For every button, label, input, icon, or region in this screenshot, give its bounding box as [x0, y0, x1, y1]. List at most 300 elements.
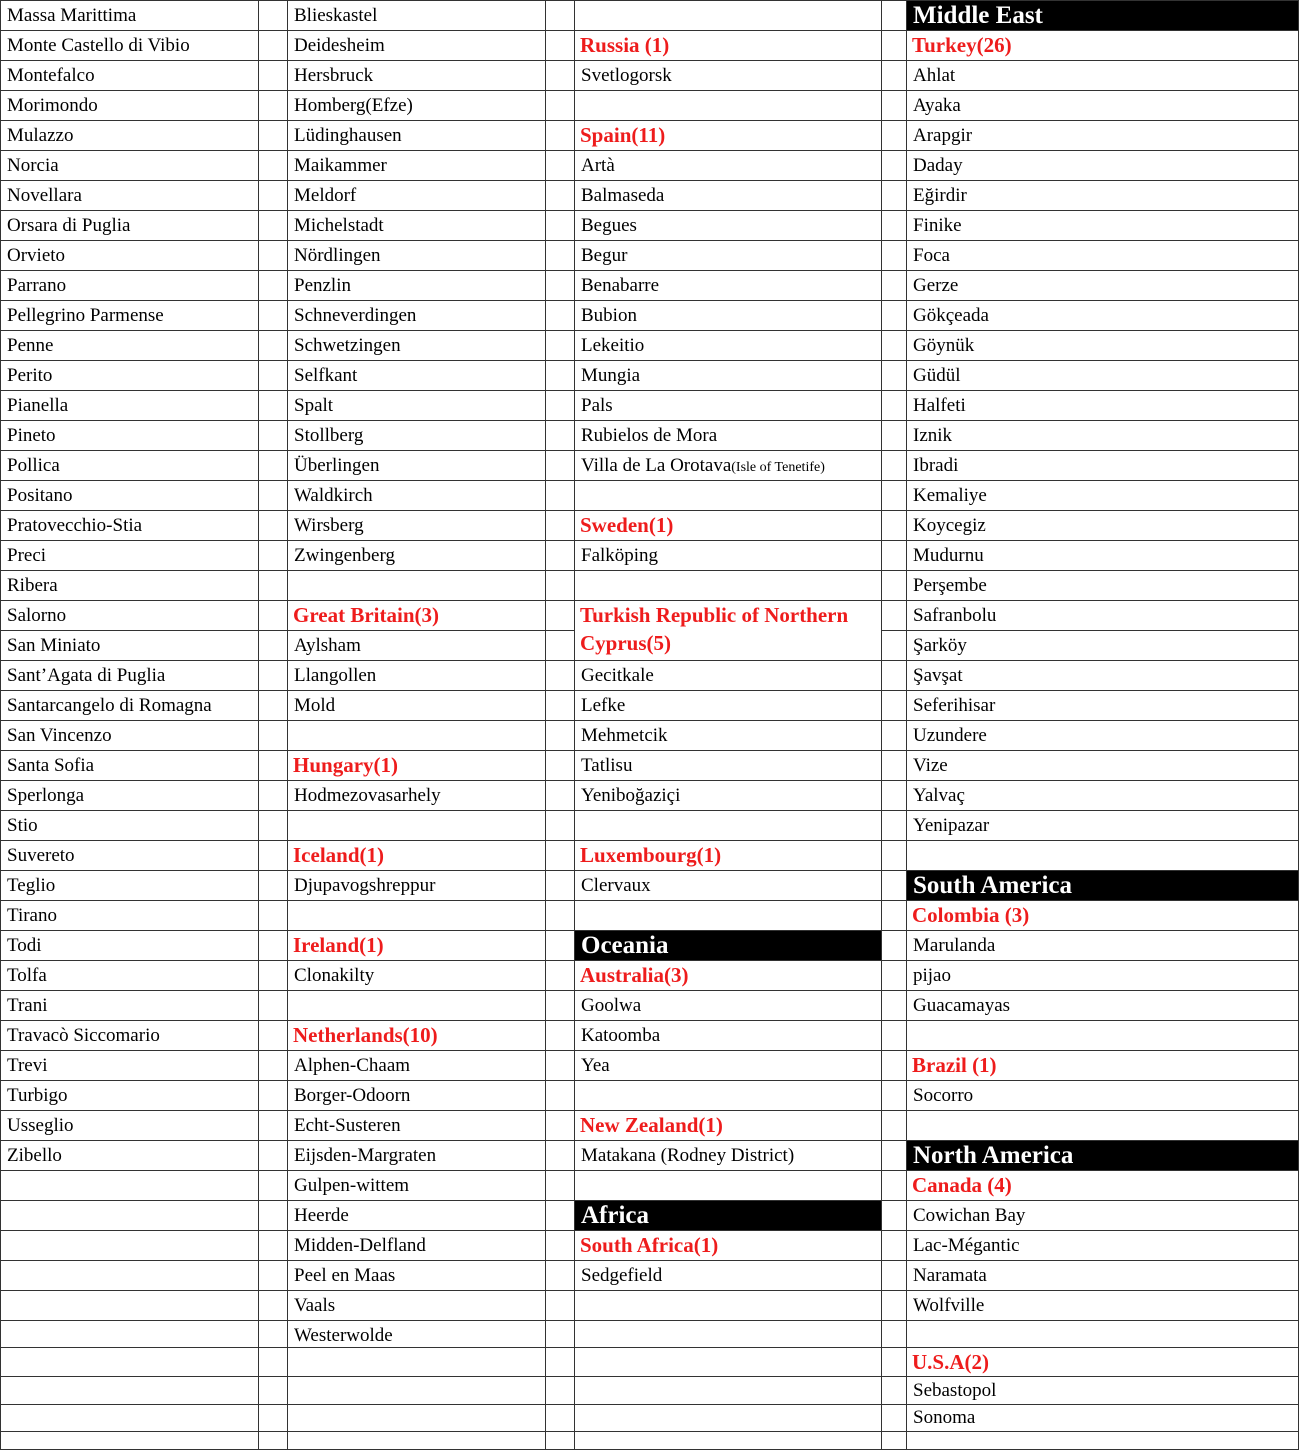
place-name-label: Vize: [913, 755, 948, 776]
place-name-mehmetcik: [575, 721, 881, 750]
place-name-label: Waldkirch: [294, 485, 373, 506]
row-divider: [0, 1320, 1299, 1321]
place-name-label: Sant’Agata di Puglia: [7, 665, 166, 686]
place-name-label: Begur: [581, 245, 628, 266]
place-name-pratovecchio-stia: [1, 511, 258, 540]
place-name-label: Hodmezovasarhely: [294, 785, 441, 806]
place-name-label: Teglio: [7, 875, 56, 896]
country-heading-label: South Africa(1): [580, 1233, 719, 1257]
country-heading-label: New Zealand(1): [580, 1113, 723, 1137]
place-name-label: Mungia: [581, 365, 641, 386]
place-name-tirano: [1, 901, 258, 930]
place-name-meldorf: [288, 181, 545, 210]
place-name-marulanda: [907, 931, 1298, 960]
place-name-tatlisu: [575, 751, 881, 780]
place-name-label: Wirsberg: [294, 515, 364, 536]
place-name-label: Suvereto: [7, 845, 75, 866]
place-name-label: Gulpen-wittem: [294, 1175, 410, 1196]
place-name-todi: [1, 931, 258, 960]
place-name-label: Mudurnu: [913, 545, 984, 566]
place-name-label: Michelstadt: [294, 215, 384, 236]
place-name-label: Turbigo: [7, 1085, 68, 1106]
place-name-label: Goolwa: [581, 995, 642, 1016]
place-name-label: Trevi: [7, 1055, 48, 1076]
place-name-label: Positano: [7, 485, 73, 506]
place-name-lekeitio: [575, 331, 881, 360]
place-name-label: Ahlat: [913, 65, 956, 86]
place-name-djupavogshreppur: [288, 871, 545, 900]
place-name-label: Zwingenberg: [294, 545, 395, 566]
place-name-label: Safranbolu: [913, 605, 997, 626]
place-name-label: Arapgir: [913, 125, 973, 146]
place-name-finike: [907, 211, 1298, 240]
place-name-label: Halfeti: [913, 395, 966, 416]
place-name-label: Eijsden-Margraten: [294, 1145, 437, 1166]
place-name-monte-castello-di-vibio: [1, 31, 258, 60]
place-name-villa-de-la-orotava: [575, 451, 881, 480]
place-name-label: Wolfville: [913, 1295, 985, 1316]
place-name-mudurnu: [907, 541, 1298, 570]
place-name-penne: [1, 331, 258, 360]
place-name-persembe: [907, 571, 1298, 600]
place-name-gulpen-wittem: [288, 1171, 545, 1200]
place-name-selfkant: [288, 361, 545, 390]
place-name-label: Falköping: [581, 545, 659, 566]
place-name-label: Echt-Susteren: [294, 1115, 401, 1136]
place-name-label: Santa Sofia: [7, 755, 95, 776]
place-name-westerwolde: [288, 1321, 545, 1347]
place-name-label: Zibello: [7, 1145, 62, 1166]
place-name-label: Rubielos de Mora: [581, 425, 718, 446]
place-name-deidesheim: [288, 31, 545, 60]
place-name-label: Gecitkale: [581, 665, 654, 686]
place-name-ahlat: [907, 61, 1298, 90]
place-name-waldkirch: [288, 481, 545, 510]
place-name-arapgir: [907, 121, 1298, 150]
country-heading-spain-11: [575, 121, 881, 150]
place-name-socorro: [907, 1081, 1298, 1110]
place-name-label: Bubion: [581, 305, 637, 326]
place-name-label: Schwetzingen: [294, 335, 401, 356]
place-name-label: Djupavogshreppur: [294, 875, 436, 896]
place-name-naramata: [907, 1261, 1298, 1290]
place-name-gerze: [907, 271, 1298, 300]
place-name-label: Mehmetcik: [581, 725, 668, 746]
place-name-label: Novellara: [7, 185, 82, 206]
place-name-label: Finike: [913, 215, 962, 236]
place-name-begues: [575, 211, 881, 240]
place-name-label: Ayaka: [913, 95, 961, 116]
place-name-label: Pellegrino Parmense: [7, 305, 164, 326]
place-name-label: Morimondo: [7, 95, 98, 116]
place-name-label: Norcia: [7, 155, 59, 176]
place-name-clonakilty: [288, 961, 545, 990]
place-name-label: Villa de La Orotava: [581, 455, 732, 476]
place-name-pollica: [1, 451, 258, 480]
place-name-svetlogorsk: [575, 61, 881, 90]
country-heading-colombia-3: [907, 901, 1298, 930]
place-name-label: Lekeitio: [581, 335, 645, 356]
place-name-trani: [1, 991, 258, 1020]
place-name-label: Mold: [294, 695, 336, 716]
place-name-positano: [1, 481, 258, 510]
place-name-benabarre: [575, 271, 881, 300]
place-name-label: Iznik: [913, 425, 953, 446]
place-name-falkoping: [575, 541, 881, 570]
region-heading-africa: [575, 1201, 881, 1230]
place-name-label: Gökçeada: [913, 305, 989, 326]
place-name-preci: [1, 541, 258, 570]
place-name-gecitkale: [575, 661, 881, 690]
place-name-stio: [1, 811, 258, 840]
place-name-label: Lefke: [581, 695, 626, 716]
place-name-label: Montefalco: [7, 65, 95, 86]
place-name-label: Perito: [7, 365, 53, 386]
place-name-orsara-di-puglia: [1, 211, 258, 240]
place-name-label: Santarcangelo di Romagna: [7, 695, 212, 716]
country-heading-label: Hungary(1): [293, 753, 398, 777]
place-name-label: Pianella: [7, 395, 69, 416]
place-name-mulazzo: [1, 121, 258, 150]
place-name-label: Şavşat: [913, 665, 963, 686]
place-name-hodmezovasarhely: [288, 781, 545, 810]
place-name-label: Tolfa: [7, 965, 47, 986]
place-name-ludinghausen: [288, 121, 545, 150]
place-name-label: Ribera: [7, 575, 58, 596]
place-name-san-miniato: [1, 631, 258, 660]
place-name-seferihisar: [907, 691, 1298, 720]
country-heading-russia-1: [575, 31, 881, 60]
place-name-label: Stollberg: [294, 425, 364, 446]
column-divider: [545, 0, 546, 1449]
place-name-spalt: [288, 391, 545, 420]
place-name-pijao: [907, 961, 1298, 990]
place-name-wirsberg: [288, 511, 545, 540]
place-name-lac-megantic: [907, 1231, 1298, 1260]
place-name-label: Clonakilty: [294, 965, 375, 986]
place-name-label: Sperlonga: [7, 785, 85, 806]
place-name-label: Llangollen: [294, 665, 377, 686]
place-name-label: Penzlin: [294, 275, 351, 296]
place-name-label: Nördlingen: [294, 245, 381, 266]
place-name-schwetzingen: [288, 331, 545, 360]
place-name-hersbruck: [288, 61, 545, 90]
place-name-peel-en-maas: [288, 1261, 545, 1290]
place-name-label: Yalvaç: [913, 785, 965, 806]
place-name-label: Socorro: [913, 1085, 974, 1106]
place-name-label: Ibradi: [913, 455, 959, 476]
place-name-label: Preci: [7, 545, 47, 566]
country-heading-label: Australia(3): [580, 963, 689, 987]
place-name-label: Mulazzo: [7, 125, 74, 146]
place-name-label: Usseglio: [7, 1115, 74, 1136]
place-name-daday: [907, 151, 1298, 180]
place-name-label: Pollica: [7, 455, 60, 476]
place-name-aylsham: [288, 631, 545, 660]
place-name-label: Tatlisu: [581, 755, 633, 776]
place-name-penzlin: [288, 271, 545, 300]
place-name-label: Begues: [581, 215, 637, 236]
region-heading-label: Oceania: [581, 932, 669, 959]
country-heading-turkish-republic-of-northern-cyprus-5: [575, 601, 881, 660]
country-heading-canada-4: [907, 1171, 1298, 1200]
place-name-label: Yeniboğaziçi: [581, 785, 681, 806]
place-name-label: Naramata: [913, 1265, 987, 1286]
place-name-label: Göynük: [913, 335, 975, 356]
place-name-label: Perşembe: [913, 575, 987, 596]
row-divider: [0, 1431, 1299, 1432]
country-heading-netherlands-10: [288, 1021, 545, 1050]
place-name-label: Foca: [913, 245, 950, 266]
place-name-halfeti: [907, 391, 1298, 420]
place-name-ibradi: [907, 451, 1298, 480]
country-heading-luxembourg-1: [575, 841, 881, 870]
place-name-suvereto: [1, 841, 258, 870]
place-name-zwingenberg: [288, 541, 545, 570]
place-name-salorno: [1, 601, 258, 630]
place-name-yenipazar: [907, 811, 1298, 840]
country-heading-label: Russia (1): [580, 33, 670, 57]
country-heading-label: Luxembourg(1): [580, 843, 722, 867]
place-name-stollberg: [288, 421, 545, 450]
place-name-trevi: [1, 1051, 258, 1080]
place-name-yea: [575, 1051, 881, 1080]
place-name-label: Homberg(Efze): [294, 95, 413, 116]
place-name-safranbolu: [907, 601, 1298, 630]
place-name-guacamayas: [907, 991, 1298, 1020]
place-name-label: Massa Marittima: [7, 5, 137, 26]
place-name-label: Katoomba: [581, 1025, 661, 1046]
place-name-morimondo: [1, 91, 258, 120]
place-name-label: pijao: [913, 965, 951, 986]
place-name-label: Todi: [7, 935, 42, 956]
country-heading-ireland-1: [288, 931, 545, 960]
region-heading-label: Middle East: [913, 2, 1043, 29]
place-name-norcia: [1, 151, 258, 180]
country-heading-turkey-26: [907, 31, 1298, 60]
country-heading-great-britain-3: [288, 601, 545, 630]
country-heading-brazil-1: [907, 1051, 1298, 1080]
place-name-label: Svetlogorsk: [581, 65, 672, 86]
place-name-label: Peel en Maas: [294, 1265, 396, 1286]
place-name-yalvac: [907, 781, 1298, 810]
place-name-tolfa: [1, 961, 258, 990]
place-name-label: Aylsham: [294, 635, 361, 656]
place-name-label: Eğirdir: [913, 185, 967, 206]
place-name-iznik: [907, 421, 1298, 450]
region-heading-label: North America: [913, 1142, 1074, 1169]
place-name-label: Schneverdingen: [294, 305, 417, 326]
place-name-label: Seferihisar: [913, 695, 996, 716]
place-name-label: Uzundere: [913, 725, 987, 746]
place-name-label: Sonoma: [913, 1407, 976, 1428]
region-heading-middle-east: [907, 1, 1298, 30]
place-name-label: Marulanda: [913, 935, 996, 956]
place-name-goolwa: [575, 991, 881, 1020]
place-name-ayaka: [907, 91, 1298, 120]
place-name-label: Trani: [7, 995, 48, 1016]
place-name-montefalco: [1, 61, 258, 90]
place-name-label: Pratovecchio-Stia: [7, 515, 143, 536]
place-name-label: Heerde: [294, 1205, 349, 1226]
place-name-label: Yea: [581, 1055, 610, 1076]
column-divider: [881, 0, 882, 1449]
place-name-egirdir: [907, 181, 1298, 210]
place-name-label: San Vincenzo: [7, 725, 112, 746]
place-name-label: Yenipazar: [913, 815, 990, 836]
place-name-bubion: [575, 301, 881, 330]
place-name-savsat: [907, 661, 1298, 690]
region-heading-oceania: [575, 931, 881, 960]
place-name-san-vincenzo: [1, 721, 258, 750]
place-name-orvieto: [1, 241, 258, 270]
place-name-sedgefield: [575, 1261, 881, 1290]
place-name-katoomba: [575, 1021, 881, 1050]
place-name-teglio: [1, 871, 258, 900]
place-name-label: Westerwolde: [294, 1325, 393, 1346]
place-name-label: Hersbruck: [294, 65, 374, 86]
place-name-alphen-chaam: [288, 1051, 545, 1080]
place-name-label: Güdül: [913, 365, 961, 386]
country-heading-label: Brazil (1): [912, 1053, 997, 1077]
place-name-begur: [575, 241, 881, 270]
place-name-label: Vaals: [294, 1295, 336, 1316]
country-heading-iceland-1: [288, 841, 545, 870]
place-name-label: Salorno: [7, 605, 67, 626]
place-name-label: Daday: [913, 155, 963, 176]
place-name-nordlingen: [288, 241, 545, 270]
place-name-travaco-siccomario: [1, 1021, 258, 1050]
place-name-yenibogazici: [575, 781, 881, 810]
place-name-label: Lüdinghausen: [294, 125, 402, 146]
place-name-borger-odoorn: [288, 1081, 545, 1110]
place-name-vize: [907, 751, 1298, 780]
place-name-sperlonga: [1, 781, 258, 810]
place-name-sarkoy: [907, 631, 1298, 660]
country-heading-label: Turkey(26): [912, 33, 1012, 57]
place-name-label: Pineto: [7, 425, 56, 446]
place-name-label: Pals: [581, 395, 613, 416]
place-name-label: Travacò Siccomario: [7, 1025, 160, 1046]
country-heading-label: Iceland(1): [293, 843, 384, 867]
place-name-kemaliye: [907, 481, 1298, 510]
place-name-label: Orsara di Puglia: [7, 215, 131, 236]
region-heading-label: South America: [913, 872, 1073, 899]
country-heading-hungary-1: [288, 751, 545, 780]
place-name-llangollen: [288, 661, 545, 690]
place-name-pineto: [1, 421, 258, 450]
country-heading-label: U.S.A(2): [912, 1350, 989, 1374]
place-name-label: Cowichan Bay: [913, 1205, 1026, 1226]
place-name-label: Kemaliye: [913, 485, 987, 506]
place-name-label: San Miniato: [7, 635, 101, 656]
place-name-label: Orvieto: [7, 245, 66, 266]
place-name-label: Penne: [7, 335, 54, 356]
place-name-midden-delfland: [288, 1231, 545, 1260]
place-name-santa-sofia: [1, 751, 258, 780]
country-heading-label: Canada (4): [912, 1173, 1012, 1197]
place-name-clervaux: [575, 871, 881, 900]
place-name-label: Sedgefield: [581, 1265, 663, 1286]
place-name-novellara: [1, 181, 258, 210]
country-heading-label: Great Britain(3): [293, 603, 439, 627]
place-name-label: Überlingen: [294, 455, 380, 476]
country-heading-south-africa-1: [575, 1231, 881, 1260]
place-name-ribera: [1, 571, 258, 600]
place-name-perito: [1, 361, 258, 390]
place-name-foca: [907, 241, 1298, 270]
place-name-massa-marittima: [1, 1, 258, 30]
column-divider: [258, 0, 259, 1449]
place-name-label: Selfkant: [294, 365, 358, 386]
place-name-blieskastel: [288, 1, 545, 30]
place-name-uzundere: [907, 721, 1298, 750]
place-name-arta: [575, 151, 881, 180]
country-heading-label: Colombia (3): [912, 903, 1030, 927]
place-name-echt-susteren: [288, 1111, 545, 1140]
place-name-wolfville: [907, 1291, 1298, 1320]
place-name-cowichan-bay: [907, 1201, 1298, 1230]
place-name-label: Spalt: [294, 395, 334, 416]
place-name-lefke: [575, 691, 881, 720]
place-name-mungia: [575, 361, 881, 390]
place-name-label: Tirano: [7, 905, 57, 926]
place-name-label: Matakana (Rodney District): [581, 1145, 795, 1166]
place-name-matakana-rodney-district: [575, 1141, 881, 1170]
place-name-schneverdingen: [288, 301, 545, 330]
place-name-parrano: [1, 271, 258, 300]
region-heading-label: Africa: [581, 1202, 650, 1229]
place-name-santarcangelo-di-romagna: [1, 691, 258, 720]
region-heading-south-america: [907, 871, 1298, 900]
place-name-sant-agata-di-puglia: [1, 661, 258, 690]
place-name-zibello: [1, 1141, 258, 1170]
place-name-eijsden-margraten: [288, 1141, 545, 1170]
place-name-rubielos-de-mora: [575, 421, 881, 450]
place-name-label: Koycegiz: [913, 515, 986, 536]
place-name-michelstadt: [288, 211, 545, 240]
place-name-pellegrino-parmense: [1, 301, 258, 330]
country-heading-label: Sweden(1): [580, 513, 674, 537]
place-name-label: Balmaseda: [581, 185, 665, 206]
place-name-gokceada: [907, 301, 1298, 330]
place-name-label: Stio: [7, 815, 38, 836]
place-name-vaals: [288, 1291, 545, 1320]
place-name-sonoma: [907, 1405, 1298, 1431]
place-name-label: Monte Castello di Vibio: [7, 35, 190, 56]
place-name-pianella: [1, 391, 258, 420]
place-name-gudul: [907, 361, 1298, 390]
place-name-label: Borger-Odoorn: [294, 1085, 411, 1106]
country-heading-new-zealand-1: [575, 1111, 881, 1140]
place-name-label: Deidesheim: [294, 35, 385, 56]
place-name-label: Alphen-Chaam: [294, 1055, 411, 1076]
place-name-label: Lac-Mégantic: [913, 1235, 1020, 1256]
place-name-goynuk: [907, 331, 1298, 360]
place-name-label: Parrano: [7, 275, 67, 296]
place-name-label: Guacamayas: [913, 995, 1011, 1016]
country-heading-label: Spain(11): [580, 123, 666, 147]
place-name-heerde: [288, 1201, 545, 1230]
place-name-usseglio: [1, 1111, 258, 1140]
place-name-label: Clervaux: [581, 875, 651, 896]
place-name-label: Blieskastel: [294, 5, 378, 26]
country-heading-label: Netherlands(10): [293, 1023, 438, 1047]
place-name-label: Maikammer: [294, 155, 387, 176]
place-note: (Isle of Tenetife): [731, 460, 825, 475]
place-name-label: Şarköy: [913, 635, 967, 656]
place-name-label: Meldorf: [294, 185, 357, 206]
